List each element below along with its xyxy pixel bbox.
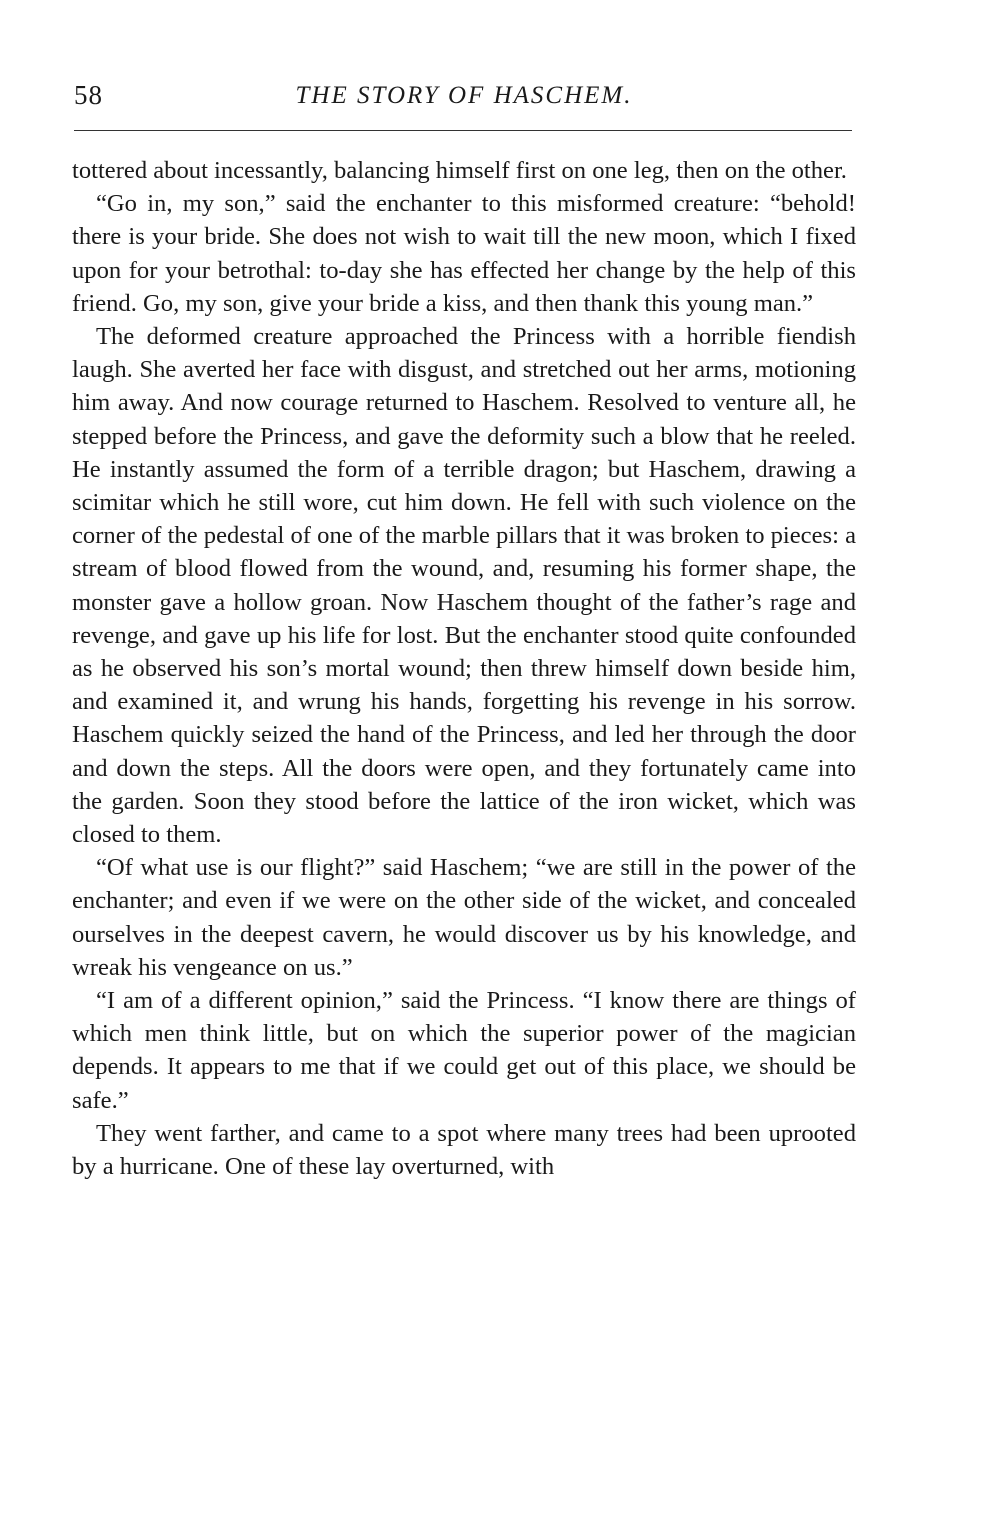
running-title: THE STORY OF HASCHEM. (295, 82, 633, 109)
page-header (74, 80, 854, 120)
paragraph-continued: tottered about incessantly, balancing himself first on one leg, then on the other. (72, 157, 847, 184)
paragraph-uprooted-trees: They went farther, and came to a spot where many trees had been uprooted by a hurricane. One of these lay overturned, with (72, 1119, 856, 1181)
paragraph-haschem-speech: “Of what use is our flight?” said Haschem; “we are still in the power of the enchanter; and even if we were on the other side of the wicket, and concealed ourselves in the deepest cavern, he would discover us by his knowledge, and wreak his vengeance on us.” (72, 854, 856, 981)
body-text (72, 154, 856, 1183)
page-number: 58 (74, 80, 103, 110)
paragraph-fight: The deformed creature approached the Princess with a horrible fiendish laugh. She averted her face with disgust, and stretched out her arms, motioning him away. And now courage returned to Haschem. Resolved to venture all, he stepped before the Princess, and gave the deformity such a blow that he reeled. He instantly assumed the form of a terrible dragon; but Haschem, drawing a scimitar which he still wore, cut him down. He fell with such violence on the corner of the pedestal of one of the marble pillars that it was broken to pieces: a stream of blood flowed from the wound, and, resuming his former shape, the monster gave a hollow groan. Now Haschem thought of the father’s rage and revenge, and gave up his life for lost. But the enchanter stood quite confounded as he observed his son’s mortal wound; then threw himself down beside him, and examined it, and wrung his hands, forgetting his revenge in his sorrow. Haschem quickly seized the hand of the Princess, and led her through the door and down the steps. All the doors were open, and they fortunately came into the garden. Soon they stood before the lattice of the iron wicket, which was closed to them. (72, 323, 856, 849)
paragraph-enchanter-speech: “Go in, my son,” said the enchanter to this misformed creature: “behold! there is your bride. She does not wish to wait till the new moon, which I fixed upon for your betrothal: to-day she has effected her change by the help of this friend. Go, my son, give your bride a kiss, and then thank this young man.” (72, 190, 856, 317)
header-rule (74, 130, 852, 131)
paragraph-princess-speech: “I am of a different opinion,” said the Princess. “I know there are things of which men think little, but on which the superior power of the magician depends. It appears to me that if we could get out of this place, we should be safe.” (72, 987, 856, 1114)
